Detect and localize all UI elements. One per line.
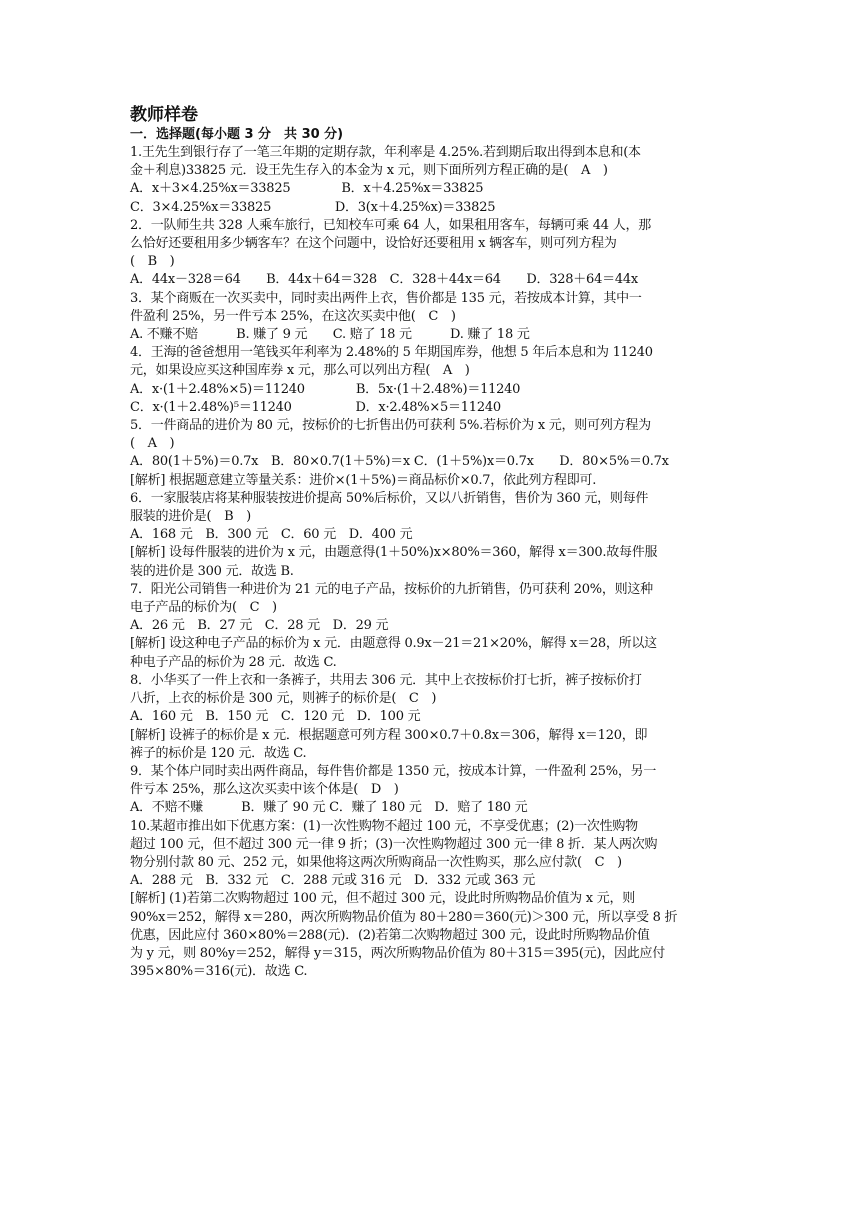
question-stem-line: 6．一家服装店将某种服装按进价提高 50%后标价，又以八折销售，售价为 360 元，则每件 [130,490,649,506]
question-stem-line: 件亏本 25%，那么这次买卖中该个体是( D ) [130,782,399,798]
question-stem-line: ( B ) [130,254,175,270]
answer-options-line: A．x＋3×4.25%x＝33825 B．x＋4.25%x＝33825 [130,181,484,197]
answer-options-line: A．168 元 B．300 元 C．60 元 D．400 元 [130,527,413,543]
analysis-line: [解析] (1)若第二次购物超过 100 元，但不超过 300 元，设此时所购物品价值为 x 元，则 [130,891,635,907]
answer-options-line: C．x·(1＋2.48%)⁵＝11240 D．x·2.48%×5＝11240 [130,399,501,415]
question-stem-line: 3．某个商贩在一次买卖中，同时卖出两件上衣，售价都是 135 元，若按成本计算，其中一 [130,290,642,306]
analysis-line: [解析] 设裤子的标价是 x 元．根据题意可列方程 300×0.7＋0.8x＝306，解得 x＝120，即 [130,727,648,743]
question-stem-line: 金＋利息)33825 元．设王先生存入的本金为 x 元，则下面所列方程正确的是( A ) [130,163,608,179]
answer-options-line: C．3×4.25%x＝33825 D．3(x＋4.25%x)＝33825 [130,199,496,215]
question-stem-line: 电子产品的标价为( C ) [130,600,277,616]
question-list [130,144,740,981]
question-stem-line: 服装的进价是( B ) [130,509,251,525]
question-2 [130,217,740,290]
question-stem-line: 件盈利 25%，另一件亏本 25%，在这次买卖中他( C ) [130,308,456,324]
answer-options-line: A．26 元 B．27 元 C．28 元 D．29 元 [130,618,389,634]
question-stem-line: 1.王先生到银行存了一笔三年期的定期存款，年利率是 4.25%.若到期后取出得到本息和(本 [130,145,641,160]
answer-options-line: A．44x－328＝64 B．44x＋64＝328 C．328＋44x＝64 D．328＋64＝44x [130,272,638,288]
analysis-line: 90%x＝252，解得 x＝280，两次所购物品价值为 80＋280＝360(元)＞300 元，所以享受 8 折 [130,909,678,925]
question-7 [130,581,740,672]
analysis-line: 装的进价是 300 元．故选 B. [130,563,294,579]
question-stem-line: 8．小华买了一件上衣和一条裤子，共用去 306 元．其中上衣按标价打七折，裤子按标价打 [130,672,642,688]
question-1 [130,144,740,217]
question-8 [130,672,740,763]
answer-options-line: A．x·(1＋2.48%×5)＝11240 B．5x·(1＋2.48%)＝11240 [130,381,521,397]
analysis-line: 种电子产品的标价为 28 元．故选 C. [130,654,337,670]
question-stem-line: 4．王海的爸爸想用一笔钱买年利率为 2.48%的 5 年期国库券，他想 5 年后本息和为 11240 [130,345,653,361]
question-stem-line: 9．某个体户同时卖出两件商品，每件售价都是 1350 元，按成本计算，一件盈利 25%，另一 [130,763,657,779]
question-9 [130,763,740,818]
answer-options-line: A．不赔不赚 B．赚了 90 元 C．赚了 180 元 D．赔了 180 元 [130,800,528,816]
question-stem-line: 10.某超市推出如下优惠方案：(1)一次性购物不超过 100 元，不享受优惠；(2)一次性购物 [130,818,638,834]
question-6 [130,490,740,581]
answer-options-line: A. 不赚不赔 B. 赚了 9 元 C. 赔了 18 元 D. 赚了 18 元 [130,327,530,343]
analysis-line: [解析] 设这种电子产品的标价为 x 元．由题意得 0.9x－21＝21×20%，解得 x＝28，所以这 [130,636,657,652]
question-stem-line: 物分别付款 80 元、252 元，如果他将这两次所购商品一次性购买，那么应付款( C ) [130,854,622,870]
question-stem-line: 超过 100 元，但不超过 300 元一律 9 折；(3)一次性购物超过 300 元一律 8 折．某人两次购 [130,836,658,852]
question-10 [130,818,740,982]
question-stem-line: 八折，上衣的标价是 300 元，则裤子的标价是( C ) [130,691,437,707]
section-title: 一．选择题(每小题 3 分 共 30 分) [130,127,344,142]
question-stem-line: 5．一件商品的进价为 80 元，按标价的七折售出仍可获利 5%.若标价为 x 元，则可列方程为 [130,418,651,434]
question-stem-line: 7．阳光公司销售一种进价为 21 元的电子产品，按标价的九折销售，仍可获利 20%，则这种 [130,581,653,597]
question-stem-line: 么恰好还要租用多少辆客车？在这个问题中，设恰好还要租用 x 辆客车，则可列方程为 [130,236,617,252]
analysis-line: [解析] 根据题意建立等量关系：进价×(1＋5%)＝商品标价×0.7，依此列方程即可. [130,472,597,488]
analysis-line: 为 y 元，则 80%y＝252，解得 y＝315，两次所购物品价值为 80＋315＝395(元)，因此应付 [130,945,666,961]
answer-options-line: A．80(1＋5%)＝0.7x B．80×0.7(1＋5%)＝x C．(1＋5%)x＝0.7x D．80×5%＝0.7x [130,454,669,470]
question-5 [130,417,740,490]
answer-options-line: A．288 元 B．332 元 C．288 元或 316 元 D．332 元或 363 元 [130,873,535,889]
analysis-line: 优惠，因此应付 360×80%＝288(元)．(2)若第二次购物超过 300 元，设此时所购物品价值 [130,927,650,943]
analysis-line: 395×80%＝316(元)．故选 C. [130,964,308,980]
analysis-line: [解析] 设每件服装的进价为 x 元，由题意得(1＋50%)x×80%＝360，解得 x＝300.故每件服 [130,545,658,561]
document-title: 教师样卷 [130,105,198,125]
question-stem-line: ( A ) [130,436,175,452]
document-page [130,104,740,981]
question-stem-line: 元，如果设应买这种国库券 x 元，那么可以列出方程( A ) [130,363,470,379]
question-4 [130,344,740,417]
answer-options-line: A．160 元 B．150 元 C．120 元 D．100 元 [130,709,421,725]
question-3 [130,290,740,345]
question-stem-line: 2．一队师生共 328 人乘车旅行，已知校车可乘 64 人，如果租用客车，每辆可乘 44 人，那 [130,217,651,233]
analysis-line: 裤子的标价是 120 元．故选 C. [130,745,307,761]
